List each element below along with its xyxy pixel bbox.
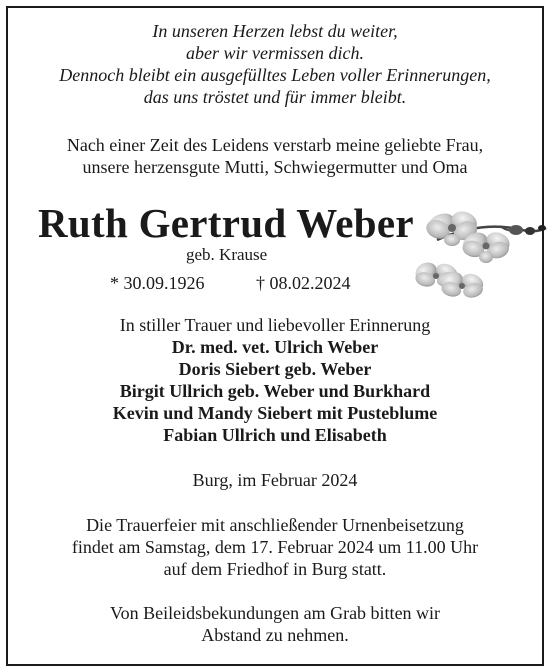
place-date	[0, 469, 550, 491]
funeral-line: Die Trauerfeier mit anschließender Urnenbeisetzung	[86, 515, 464, 535]
mourner-name: Doris Siebert geb. Weber	[178, 359, 372, 379]
intro-line: unsere herzensgute Mutti, Schwiegermutter und Oma	[82, 157, 468, 177]
mourner-name: Birgit Ullrich geb. Weber und Burkhard	[119, 381, 431, 401]
deceased-name: Ruth Gertrud Weber	[38, 200, 414, 246]
birth-date: * 30.09.1926	[110, 273, 205, 293]
funeral-line: findet am Samstag, dem 17. Februar 2024 um 11.00 Uhr	[71, 537, 479, 557]
funeral-info	[0, 514, 550, 580]
death-date: † 08.02.2024	[256, 273, 351, 293]
mourner-name: Kevin und Mandy Siebert mit Pusteblume	[112, 403, 438, 423]
maiden-name: geb. Krause	[186, 245, 268, 264]
closing-line: Von Beileidsbekundungen am Grab bitten wir	[109, 603, 441, 623]
mourner-name: Fabian Ullrich und Elisabeth	[163, 425, 387, 445]
mourning-intro: In stiller Trauer und liebevoller Erinnerung	[119, 315, 431, 335]
funeral-line: auf dem Friedhof in Burg statt.	[163, 559, 387, 579]
intro-text	[0, 134, 550, 178]
poem-line: Dennoch bleibt ein ausgefülltes Leben voller Erinnerungen,	[59, 65, 491, 85]
closing-line: Abstand zu nehmen.	[201, 625, 349, 645]
poem	[0, 20, 550, 108]
orchid-icon	[412, 200, 547, 310]
place-date-line: Burg, im Februar 2024	[192, 470, 358, 490]
intro-line: Nach einer Zeit des Leidens verstarb meine geliebte Frau,	[66, 135, 484, 155]
mourner-name: Dr. med. vet. Ulrich Weber	[171, 337, 379, 357]
poem-line: aber wir vermissen dich.	[186, 43, 364, 63]
mourners-block	[0, 314, 550, 446]
poem-line: In unseren Herzen lebst du weiter,	[152, 21, 398, 41]
closing-note	[0, 602, 550, 646]
poem-line: das uns tröstet und für immer bleibt.	[143, 87, 407, 107]
